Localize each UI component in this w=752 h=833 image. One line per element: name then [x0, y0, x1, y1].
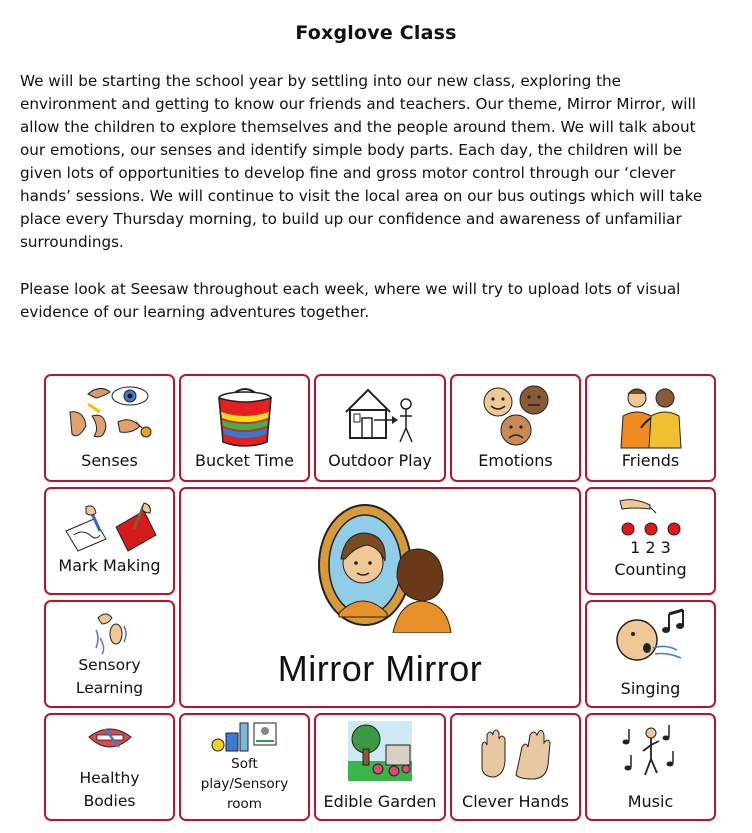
music-icon	[621, 721, 681, 785]
seesaw-paragraph: Please look at Seesaw throughout each week, where we will try to upload lots of visual evidence of our learning adventures together.	[20, 280, 681, 321]
topic-card-singing	[585, 600, 716, 708]
topic-label: Counting	[614, 560, 687, 579]
page-title: Foxglove Class	[295, 22, 457, 44]
topic-card-clever-hands	[450, 713, 581, 821]
topic-card-senses	[44, 374, 175, 482]
topic-label: Mark Making	[58, 556, 161, 575]
topic-label: Edible Garden	[323, 792, 437, 811]
topic-label: Friends	[621, 451, 680, 470]
topic-label: play/Sensory	[200, 776, 289, 792]
topic-label: Emotions	[478, 451, 553, 470]
topic-label: Clever Hands	[462, 792, 569, 811]
sensory-icon	[90, 608, 130, 656]
theme-card-mirror-mirror	[179, 487, 581, 708]
house-person-icon	[340, 382, 420, 450]
topic-label: Sensory	[78, 656, 141, 674]
topic-card-healthy-bodies	[44, 713, 175, 821]
soft-play-icon	[210, 719, 280, 755]
topic-card-counting	[585, 487, 716, 595]
topic-card-music	[585, 713, 716, 821]
drawing-icon	[60, 501, 160, 553]
mouth-icon	[85, 723, 135, 757]
topic-label: Soft	[231, 756, 258, 772]
topic-card-outdoor-play	[314, 374, 446, 482]
friends-icon	[611, 382, 691, 450]
singing-icon	[611, 608, 691, 670]
topic-label: Learning	[75, 679, 144, 697]
mirror-icon	[305, 503, 455, 633]
topic-label: Outdoor Play	[328, 451, 432, 470]
topic-card-bucket-time	[179, 374, 310, 482]
topic-label: room	[227, 796, 262, 812]
counting-numbers: 1 2 3	[630, 538, 671, 557]
topic-label: Senses	[81, 451, 138, 470]
bucket-icon	[213, 382, 277, 450]
topic-label: Bodies	[83, 792, 136, 810]
senses-icon	[60, 382, 160, 450]
counting-dots-icon	[616, 495, 686, 537]
topic-card-sensory-learning	[44, 600, 175, 708]
topic-label: Healthy	[79, 769, 140, 787]
topic-label: Music	[627, 792, 674, 811]
faces-icon	[480, 382, 552, 450]
garden-icon	[344, 721, 416, 787]
theme-label: Mirror Mirror	[277, 648, 483, 689]
topic-card-edible-garden	[314, 713, 446, 821]
topic-card-emotions	[450, 374, 581, 482]
hands-icon	[476, 725, 556, 781]
topic-label: Singing	[620, 679, 681, 698]
topic-label: Bucket Time	[195, 451, 294, 470]
topic-card-soft-play	[179, 713, 310, 821]
topic-card-friends	[585, 374, 716, 482]
topic-grid	[44, 374, 716, 822]
topic-card-mark-making	[44, 487, 175, 595]
intro-paragraph: We will be starting the school year by settling into our new class, exploring the environment and getting to know our friends and teachers. Our theme, Mirror Mirror, will allow the children to explore themselves and the people around them. We will talk about our emotions, our senses and identify simple body parts. Each day, the children will be given lots of opportunities to develop fine and gross motor control through our ‘clever hands’ sessions. We will continue to visit the local area on our bus outings which will take place every Thursday morning, to build up our confidence and awareness of unfamiliar surroundings.	[20, 72, 703, 251]
